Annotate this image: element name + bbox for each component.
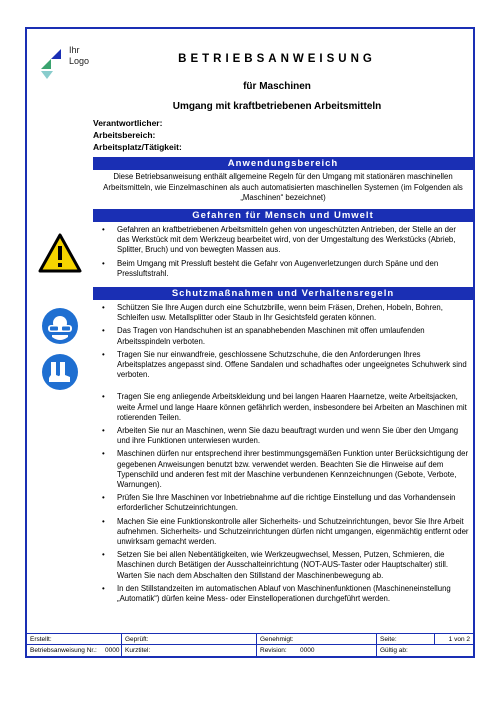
approved-label: Genehmigt: xyxy=(257,634,377,645)
page-title: BETRIEBSANWEISUNG xyxy=(178,53,376,65)
short-title-label: Kurztitel: xyxy=(122,645,257,656)
list-item: • Tragen Sie eng anliegende Arbeitskleidung und bei langen Haaren Haarnetze, weite Arbeitsjacken, weite Ärmel und lange Haare können gefährlich werden, insbesondere bei Arbeiten an Maschinen mit rotierenden Teilen. xyxy=(97,392,469,423)
footer-row xyxy=(27,645,473,656)
warning-triangle-icon xyxy=(38,233,82,273)
footer-row xyxy=(27,634,473,645)
header xyxy=(27,29,473,112)
list-item: • Prüfen Sie Ihre Maschinen vor Inbetriebnahme auf die richtige Einstellung und das Vorhandensein erforderlicher Schutzeinrichtungen. xyxy=(97,493,469,513)
created-label: Erstellt: xyxy=(27,634,122,645)
scope-heading: Anwendungsbereich xyxy=(93,157,473,170)
ba-number-value: 0000 xyxy=(105,645,122,656)
logo-text: Ihr Logo xyxy=(69,45,90,66)
meta-fields xyxy=(93,117,182,153)
scope-text: Diese Betriebsanweisung enthält allgemeine Regeln für den Umgang mit stationären maschinellen Arbeitsmitteln, wie Einzelmaschinen als auch automatisierten maschinellen Systemen (im Folgenden als „Maschinen“ bezeichnet) xyxy=(103,172,463,202)
document-frame xyxy=(25,27,475,658)
footer-table xyxy=(27,633,473,656)
ba-number-label: Betriebsanweisung Nr.: xyxy=(30,647,97,654)
goggles-icon xyxy=(41,307,79,345)
list-item: • Gefahren an kraftbetriebenen Arbeitsmitteln gehen von ungeschützten Antrieben, der Stelle an der das Werkstück mit dem Werkzeug bearbeitet wird, von der Umgestaltung des Werkstücks (Abrieb, Splitter, Bruch) und von bewegten Massen aus. xyxy=(97,225,469,256)
list-item: • Tragen Sie nur einwandfreie, geschlossene Schutzschuhe, die den Anforderungen Ihres Arbeitsplatzes angepasst sind. Offene Sandalen und schadhaftes oder ungeeignetes Schuhwerk sind verboten. xyxy=(97,350,469,381)
safety-boots-icon xyxy=(41,353,79,391)
list-item: • Beim Umgang mit Pressluft besteht die Gefahr von Augenverletzungen durch Späne und den Pressluftstrahl. xyxy=(97,259,469,279)
workplace-label: Arbeitsplatz/Tätigkeit: xyxy=(93,142,182,152)
protection-heading: Schutzmaßnahmen und Verhaltensregeln xyxy=(93,287,473,300)
hazards-heading: Gefahren für Mensch und Umwelt xyxy=(93,209,473,222)
list-item: • Machen Sie eine Funktionskontrolle aller Sicherheits- und Schutzeinrichtungen, bevor Sie Ihre Arbeit aufnehmen. Sicherheits- und Schutzeinrichtungen dürfen nicht umgangen, eigenmächtig entfernt oder unwirksam gemacht werden. xyxy=(97,517,469,548)
list-item: • Setzen Sie bei allen Nebentätigkeiten, wie Werkzeugwechsel, Messen, Putzen, Schmieren, die Maschinen durch Betätigen der Ausschalteinrichtung (NOT-AUS-Taster oder Hauptschalter) still. Warten Sie nach dem Abschalten den Stillstand der Maschinenbewegung ab. xyxy=(97,550,469,581)
page-label: Seite: xyxy=(377,634,435,645)
list-item: • Das Tragen von Handschuhen ist an spanabhebenden Maschinen mit offen umlaufenden Arbeitsspindeln verboten. xyxy=(97,326,469,346)
checked-label: Geprüft: xyxy=(122,634,257,645)
subtitle-topic: Umgang mit kraftbetriebenen Arbeitsmitteln xyxy=(172,101,382,112)
subtitle: für Maschinen xyxy=(243,81,311,92)
responsible-label: Verantwortlicher: xyxy=(93,118,163,128)
hazards-list xyxy=(97,225,469,282)
list-item: • In den Stillstandzeiten im automatischen Ablauf von Maschinenfunktionen (Maschineneinstellung „Automatik“) dürfen keine Mess- oder Einstelloperationen durchgeführt werden. xyxy=(97,584,469,604)
protection-list xyxy=(97,303,469,607)
page-value: 1 von 2 xyxy=(448,636,470,643)
revision-value: 0000 xyxy=(297,645,377,656)
area-label: Arbeitsbereich: xyxy=(93,130,156,140)
revision-label: Revision: xyxy=(260,647,287,654)
list-item: • Schützen Sie Ihre Augen durch eine Schutzbrille, wenn beim Fräsen, Drehen, Hobeln, Bohren, Schleifen usw. Metallsplitter oder Staub in Ihr Gesichtsfeld geraten können. xyxy=(97,303,469,323)
valid-from-label: Gültig ab: xyxy=(380,647,408,654)
list-item: • Arbeiten Sie nur an Maschinen, wenn Sie dazu beauftragt wurden und wenn Sie über den Umgang und ihre Funktionen unterwiesen wurden. xyxy=(97,426,469,446)
list-item: • Maschinen dürfen nur entsprechend ihrer bestimmungsgemäßen Funktion unter Berücksichtigung der gegebenen Anweisungen benutzt bzw. verwendet werden. Beachten Sie die Hinweise auf dem Typenschild und anderen fest mit der Maschine verbundenen Kennzeichnungen (Gebote, Verbote, Warnungen). xyxy=(97,449,469,490)
